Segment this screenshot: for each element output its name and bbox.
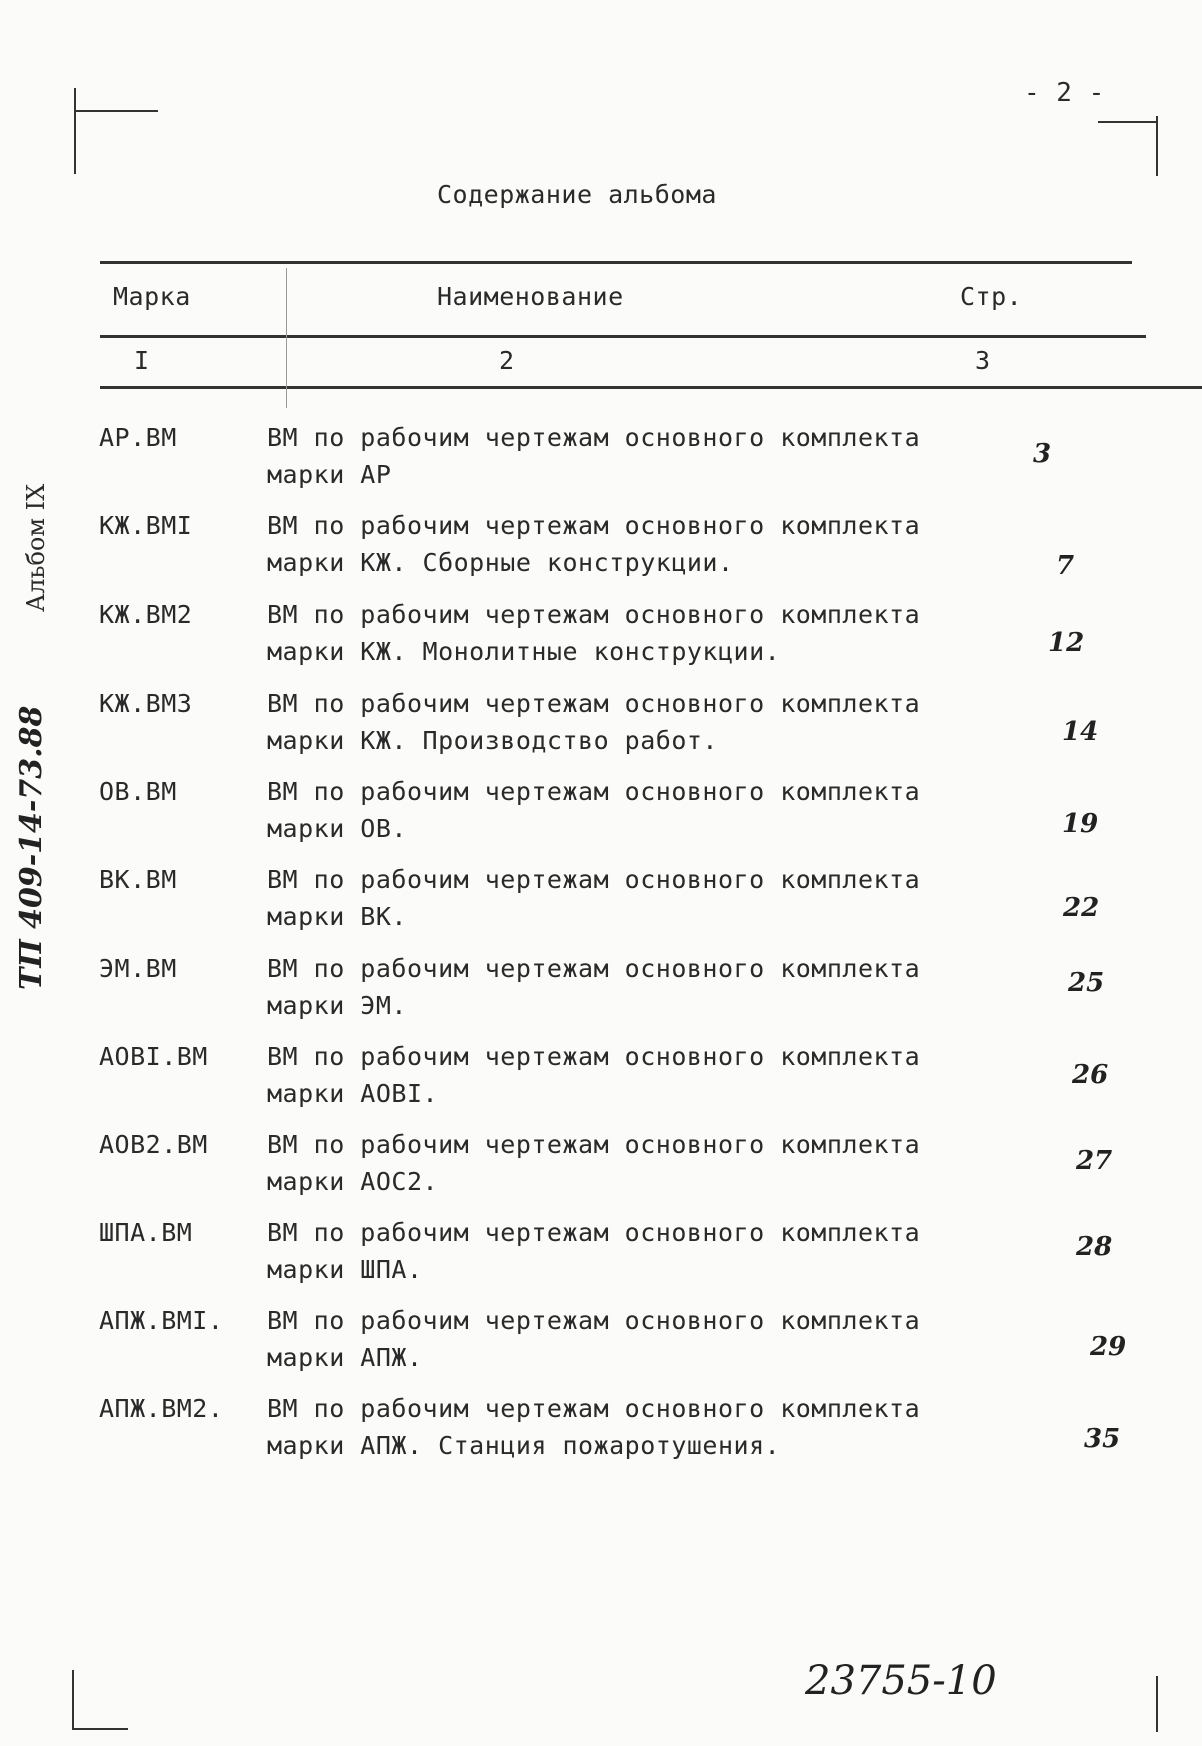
table-row [0,600,1202,686]
row-name-line1: ВМ по рабочим чертежам основного комплекта [267,1394,921,1423]
table-row [0,1130,1202,1216]
header-mark: Марка [113,282,191,311]
column-number-page: 3 [975,346,991,375]
row-page: 3 [1033,439,1052,469]
table-column-divider [286,268,287,408]
table-numbers-rule [100,386,1202,389]
row-name-line1: ВМ по рабочим чертежам основного комплекта [267,954,921,983]
row-name-line2: марки АПЖ. [267,1343,423,1372]
row-name-line2: марки ОВ. [267,814,407,843]
row-name-line1: ВМ по рабочим чертежам основного комплекта [267,1130,921,1159]
row-page: 22 [1063,893,1100,923]
corner-mark-bottom-right-vertical [1156,1676,1158,1732]
corner-mark-top-left [74,110,158,112]
row-name-line1: ВМ по рабочим чертежам основного комплекта [267,600,921,629]
table-row [0,865,1202,951]
row-page: 14 [1062,717,1099,747]
row-page: 7 [1056,551,1075,581]
table-row [0,1306,1202,1392]
row-page: 26 [1072,1060,1109,1090]
corner-mark-top-right-vertical [1156,116,1158,176]
row-mark: АОВI.ВМ [99,1042,208,1071]
table-row [0,1394,1202,1480]
row-page: 25 [1068,968,1105,998]
row-name-line2: марки КЖ. Производство работ. [267,726,718,755]
row-name-line2: марки АОС2. [267,1167,439,1196]
row-mark: АПЖ.ВМ2. [99,1394,224,1423]
row-mark: АР.ВМ [99,423,177,452]
row-name-line2: марки АОВI. [267,1079,439,1108]
row-name-line2: марки КЖ. Монолитные конструкции. [267,637,781,666]
row-name-line2: марки АР [267,460,392,489]
row-mark: КЖ.ВМI [99,511,193,540]
row-page: 29 [1090,1332,1127,1362]
row-name-line2: марки ШПА. [267,1255,423,1284]
side-album-label: Альбом IX [22,483,50,612]
header-name: Наименование [437,282,624,311]
table-header-rule [100,335,1146,338]
table-row [0,511,1202,597]
row-name-line1: ВМ по рабочим чертежам основного комплекта [267,511,921,540]
row-name-line1: ВМ по рабочим чертежам основного комплекта [267,1042,921,1071]
row-mark: ВК.ВМ [99,865,177,894]
row-name-line1: ВМ по рабочим чертежам основного комплекта [267,423,921,452]
column-number-name: 2 [499,346,515,375]
table-row [0,777,1202,863]
row-name-line2: марки КЖ. Сборные конструкции. [267,548,734,577]
row-page: 27 [1076,1146,1113,1176]
side-document-code: ТП 409-14-73.88 [14,705,49,990]
header-page: Стр. [960,282,1023,311]
bottom-inventory-number: 23755-10 [805,1658,997,1704]
row-mark: ЭМ.ВМ [99,954,177,983]
row-name-line1: ВМ по рабочим чертежам основного комплекта [267,865,921,894]
row-page: 19 [1062,809,1099,839]
table-row [0,954,1202,1040]
row-mark: АОВ2.ВМ [99,1130,208,1159]
page-title: Содержание альбома [437,180,717,209]
row-page: 28 [1076,1232,1113,1262]
row-name-line1: ВМ по рабочим чертежам основного комплекта [267,1306,921,1335]
row-page: 35 [1084,1424,1121,1454]
row-name-line2: марки ВК. [267,902,407,931]
column-number-mark: I [134,346,150,375]
row-name-line1: ВМ по рабочим чертежам основного комплекта [267,777,921,806]
row-name-line2: марки ЭМ. [267,991,407,1020]
row-name-line1: ВМ по рабочим чертежам основного комплекта [267,689,921,718]
table-row [0,423,1202,509]
row-mark: КЖ.ВМ2 [99,600,193,629]
corner-mark-bottom-left [72,1728,128,1730]
table-row [0,1218,1202,1304]
row-name-line1: ВМ по рабочим чертежам основного комплекта [267,1218,921,1247]
corner-mark-top-right [1098,121,1158,123]
table-top-rule [100,261,1132,264]
corner-mark-bottom-left-vertical [72,1670,74,1730]
row-mark: КЖ.ВМ3 [99,689,193,718]
row-mark: АПЖ.ВМI. [99,1306,224,1335]
row-mark: ОВ.ВМ [99,777,177,806]
corner-mark-top-left-vertical [74,88,76,174]
row-page: 12 [1048,628,1085,658]
table-row [0,1042,1202,1128]
table-row [0,689,1202,775]
row-name-line2: марки АПЖ. Станция пожаротушения. [267,1431,781,1460]
row-mark: ШПА.ВМ [99,1218,193,1247]
page-number: - 2 - [1024,78,1105,108]
